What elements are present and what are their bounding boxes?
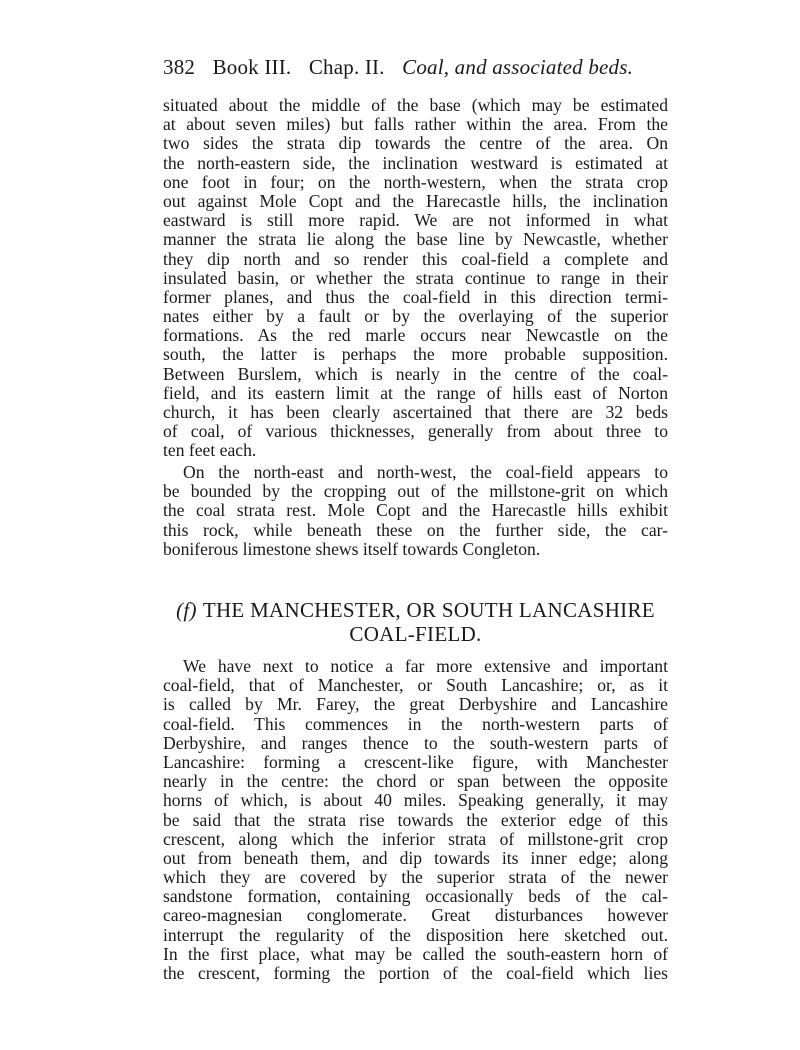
text-line: be said that the strata rise towards the exterior edge of this [163,809,668,830]
text-line: south, the latter is perhaps the more probable supposition. [163,344,668,365]
text-line: they dip north and so render this coal-field a complete and [163,248,668,269]
text-line: ten feet each. [163,440,257,461]
book-label: Book III. [212,55,292,79]
text-line: coal-field, that of Manchester, or South Lancashire; or, as it [163,675,668,696]
paragraph-manchester [163,657,668,983]
page-number: 382 [163,55,196,79]
text-line: coal-field. This commences in the north-western parts of [163,713,668,734]
text-line: this rock, while beneath these on the further side, the car- [163,519,668,540]
text-line: be bounded by the cropping out of the millstone-grit on which [163,481,668,502]
section-mark: (f) [176,598,197,622]
text-line: In the first place, what may be called the south-eastern horn of [163,943,668,964]
text-line: eastward is still more rapid. We are not informed in what [163,210,668,231]
chapter-label: Chap. II. [308,55,385,79]
text-line: careo-magnesian conglomerate. Great disturbances however [163,905,668,926]
text-line: of coal, of various thicknesses, generally from about three to [163,421,668,442]
text-line: one foot in four; on the north-western, when the strata crop [163,171,668,192]
text-line: the north-eastern side, the inclination westward is estimated at [163,152,668,173]
section-title-line-2: COAL-FIELD. [349,622,482,646]
paragraph-continued [163,96,668,461]
text-line: at about seven miles) but falls rather within the area. From the [163,114,668,135]
text-line: nates either by a fault or by the overlaying of the superior [163,306,668,327]
text-line: interrupt the regularity of the disposition here sketched out. [163,924,668,945]
text-line: out against Mole Copt and the Harecastle hills, the inclination [163,190,668,211]
text-line: We have next to notice a far more extensive and important [183,656,668,676]
text-line: On the north-east and north-west, the coal-field appears to [183,462,668,482]
text-line: two sides the strata dip towards the centre of the area. On [163,133,668,154]
text-line: formations. As the red marle occurs near Newcastle on the [163,325,668,346]
running-header [163,55,633,80]
text-line: out from beneath them, and dip towards its inner edge; along [163,847,668,868]
paragraph-boundaries [163,463,668,559]
text-line: sandstone formation, containing occasionally beds of the cal- [163,886,668,907]
text-line: field, and its eastern limit at the range of hills east of Norton [163,382,668,403]
text-line: is called by Mr. Farey, the great Derbyshire and Lancashire [163,694,668,715]
text-line: nearly in the centre: the chord or span between the opposite [163,771,668,792]
text-line: insulated basin, or whether the strata continue to range in their [163,267,668,288]
text-line: situated about the middle of the base (which may be estimated [163,95,668,115]
text-line: which they are covered by the superior strata of the newer [163,867,668,888]
text-line: former planes, and thus the coal-field in this direction termi- [163,286,668,307]
running-subject: Coal, and associated beds. [402,55,634,79]
text-line: boniferous limestone shews itself towards Congleton. [163,538,541,559]
section-heading [163,598,668,646]
text-line: Between Burslem, which is nearly in the centre of the coal- [163,363,668,384]
section-title-line-1: THE MANCHESTER, OR SOUTH LANCASHIRE [202,598,655,622]
text-line: Derbyshire, and ranges thence to the south-western parts of [163,732,668,753]
text-line: horns of which, is about 40 miles. Speaking generally, it may [163,790,668,811]
text-line: the coal strata rest. Mole Copt and the Harecastle hills exhibit [163,500,668,521]
text-line: crescent, along which the inferior strata of millstone-grit crop [163,828,668,849]
text-line: Lancashire: forming a crescent-like figure, with Manchester [163,751,668,772]
text-line: manner the strata lie along the base line by Newcastle, whether [163,229,668,250]
text-line: church, it has been clearly ascertained that there are 32 beds [163,402,668,422]
text-line: the crescent, forming the portion of the coal-field which lies [163,963,668,983]
